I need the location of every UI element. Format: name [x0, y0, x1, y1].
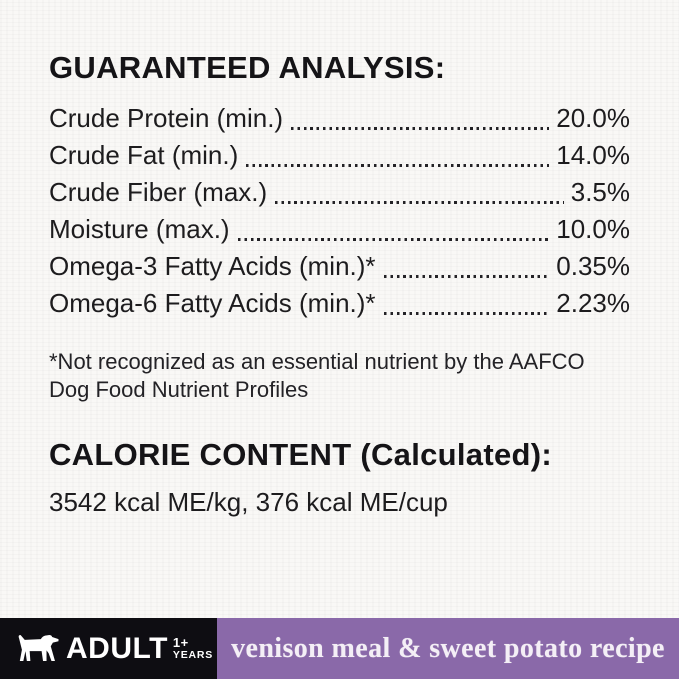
analysis-row	[49, 100, 630, 137]
footer-bar	[0, 618, 679, 679]
recipe-label: venison meal & sweet potato recipe	[231, 632, 665, 664]
age-plus-label: 1+	[172, 635, 189, 651]
analysis-row	[49, 211, 630, 248]
dot-leader	[246, 141, 549, 174]
lifestage-panel	[0, 618, 217, 679]
analysis-row	[49, 285, 630, 322]
guaranteed-analysis-title: GUARANTEED ANALYSIS:	[49, 50, 446, 85]
dot-leader	[384, 252, 550, 285]
analysis-value: 14.0%	[556, 140, 630, 170]
analysis-value: 20.0%	[556, 103, 630, 133]
analysis-label: Crude Protein (min.)	[49, 103, 284, 133]
lifestage-label: ADULT	[66, 631, 168, 665]
analysis-label: Omega-3 Fatty Acids (min.)*	[49, 251, 376, 281]
dot-leader	[291, 104, 549, 137]
analysis-row	[49, 248, 630, 285]
aafco-footnote: *Not recognized as an essential nutrient by the AAFCO Dog Food Nutrient Profiles	[49, 349, 585, 402]
analysis-row	[49, 137, 630, 174]
dot-leader	[275, 178, 564, 211]
analysis-label: Moisture (max.)	[49, 214, 230, 244]
age-unit-label: YEARS	[172, 649, 214, 662]
analysis-value: 0.35%	[556, 251, 630, 281]
dog-silhouette-icon	[17, 634, 62, 664]
dot-leader	[384, 289, 550, 322]
analysis-value: 3.5%	[570, 177, 630, 207]
analysis-value: 2.23%	[556, 288, 630, 318]
dot-leader	[238, 215, 550, 248]
analysis-value: 10.0%	[556, 214, 630, 244]
calorie-content-title: CALORIE CONTENT (Calculated):	[49, 437, 552, 472]
recipe-banner	[217, 618, 679, 679]
age-badge	[173, 636, 213, 661]
guaranteed-analysis-table	[49, 100, 630, 322]
calorie-content-value: 3542 kcal ME/kg, 376 kcal ME/cup	[49, 487, 448, 517]
analysis-row	[49, 174, 630, 211]
analysis-label: Omega-6 Fatty Acids (min.)*	[49, 288, 376, 318]
analysis-label: Crude Fiber (max.)	[49, 177, 268, 207]
analysis-label: Crude Fat (min.)	[49, 140, 239, 170]
